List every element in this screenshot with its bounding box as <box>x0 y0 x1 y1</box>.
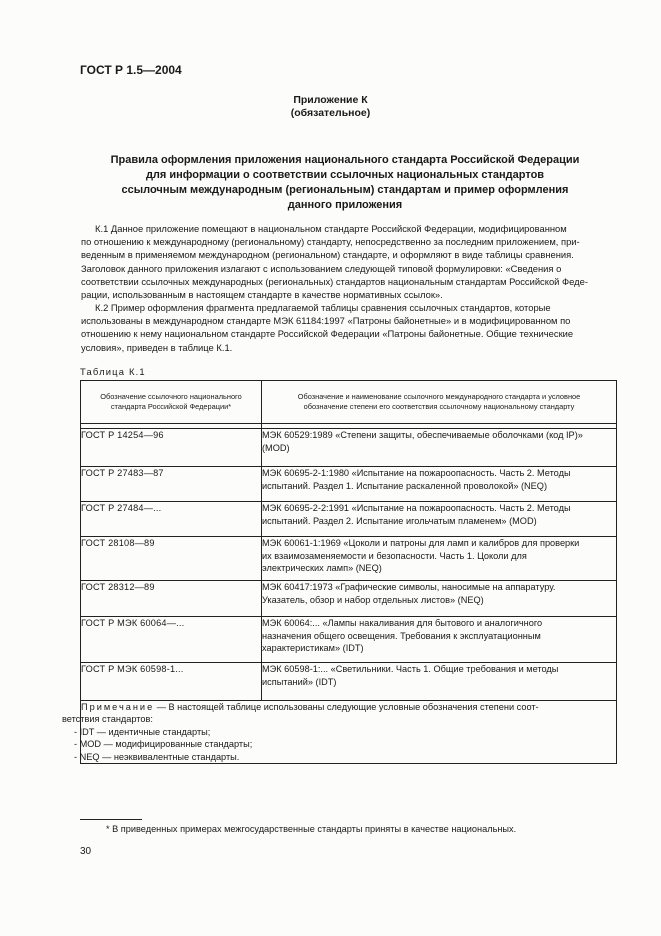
table-caption: Таблица К.1 <box>80 366 146 377</box>
national-standard-cell: ГОСТ Р 27483—87 <box>81 467 262 502</box>
note-text: ветствия стандартов: <box>62 714 153 725</box>
paragraph-k1 <box>81 222 616 301</box>
national-standard-cell: ГОСТ Р 14254—96 <box>81 429 262 467</box>
table-header-row <box>81 381 617 424</box>
footnote: * В приведенных примерах межгосударственные стандарты приняты в качестве национальных. <box>106 824 517 834</box>
international-standard-cell: МЭК 60695-2-1:1980 «Испытание на пожароопасность. Часть 2. Методы испытаний. Раздел 1. Испытание раскаленной проволокой» (NEQ) <box>262 467 617 502</box>
main-title-line: для информации о соответствии ссылочных национальных стандартов <box>145 169 545 181</box>
table-row <box>81 467 617 502</box>
page-number: 30 <box>80 846 92 857</box>
main-title-line: Правила оформления приложения национального стандарта Российской Федерации <box>110 154 580 166</box>
national-standard-cell: ГОСТ 28312—89 <box>81 581 262 617</box>
paragraph-line: условия», приведен в таблице К.1. <box>81 341 233 353</box>
international-standard-cell: МЭК 60417:1973 «Графические символы, наносимые на аппаратуру. Указатель, обзор и набор отдельных листов» (NEQ) <box>262 581 617 617</box>
national-standard-cell: ГОСТ 28108—89 <box>81 537 262 581</box>
header-international-standard: Обозначение и наименование ссылочного международного стандарта и условное обозначение степени его соответствия ссылочному национальному стандарту <box>262 381 617 424</box>
main-title-line: ссылочным международным (региональным) стандартам и пример оформления <box>121 184 569 196</box>
paragraph-k2 <box>81 301 616 354</box>
table-row <box>81 502 617 537</box>
table-row <box>81 429 617 467</box>
national-standard-cell: ГОСТ Р 27484—... <box>81 502 262 537</box>
international-standard-cell: МЭК 60061-1:1969 «Цоколи и патроны для ламп и калибров для проверки их взаимозаменяемости и безопасности. Часть 1. Цоколи для электрических ламп» (NEQ) <box>262 537 617 581</box>
paragraph-line: веденным в применяемом международном (региональном) стандарте, и оформляют в виде таблицы сравнения. <box>81 249 574 261</box>
annex-heading <box>0 94 661 120</box>
annex-status: (обязательное) <box>290 107 371 119</box>
table-row <box>81 617 617 663</box>
international-standard-cell: МЭК 60064:... «Лампы накаливания для бытового и аналогичного назначения общего освещения. Требования к эксплуатационным характеристикам» (IDT) <box>262 617 617 663</box>
main-title-line: данного приложения <box>287 199 403 211</box>
international-standard-cell: МЭК 60598-1:... «Светильники. Часть 1. Общие требования и методы испытаний» (IDT) <box>262 663 617 701</box>
paragraph-line: использованы в международном стандарте МЭК 61184:1997 «Патроны байонетные» и в модифицированном по <box>81 315 571 327</box>
annex-title: Приложение К <box>293 94 368 106</box>
header-national-standard: Обозначение ссылочного национального стандарта Российской Федерации* <box>81 381 262 424</box>
paragraph-line: Заголовок данного приложения излагают с использованием следующей типовой формулировки: «Сведения о <box>81 262 562 274</box>
paragraph-line: К.1 Данное приложение помещают в национальном стандарте Российской Федерации, модифицированном <box>95 223 567 234</box>
international-standard-cell: МЭК 60695-2-2:1991 «Испытание на пожароопасность. Часть 2. Методы испытаний. Раздел 2. Испытание игольчатым пламенем» (MOD) <box>262 502 617 537</box>
paragraph-line: рации, использованным в настоящем стандарте в качестве нормативных ссылок». <box>81 289 443 301</box>
paragraph-line: К.2 Пример оформления фрагмента предлагаемой таблицы сравнения ссылочных стандартов, которые <box>95 302 551 313</box>
table-row <box>81 537 617 581</box>
note-item: - IDT — идентичные стандарты; <box>74 726 211 737</box>
table-note <box>62 701 617 764</box>
international-standard-cell: МЭК 60529:1989 «Степени защиты, обеспечиваемые оболочками (код IP)» (MOD) <box>262 429 617 467</box>
note-item: - NEQ — неэквивалентные стандарты. <box>74 751 240 762</box>
standards-comparison-table <box>62 380 617 764</box>
footnote-separator <box>80 819 142 820</box>
paragraph-line: по отношению к международному (региональному) стандарту, непосредственно за последним приложением, при- <box>81 236 580 248</box>
national-standard-cell: ГОСТ Р МЭК 60064—... <box>81 617 262 663</box>
paragraph-line: соответствии ссылочных международных (региональных) стандартов национальным стандартам Российской Феде- <box>81 275 588 287</box>
table-note-row <box>81 701 617 764</box>
document-code: ГОСТ Р 1.5—2004 <box>80 63 182 77</box>
national-standard-cell: ГОСТ Р МЭК 60598-1... <box>81 663 262 701</box>
paragraph-line: отношению к нему национальном стандарте Российской Федерации «Патроны байонетные. Общие технические <box>81 328 574 340</box>
note-item: - MOD — модифицированные стандарты; <box>74 739 253 750</box>
table-row <box>81 663 617 701</box>
table-row <box>81 581 617 617</box>
annex-main-title <box>95 153 595 213</box>
note-label: Примечание <box>81 702 155 712</box>
note-text: — В настоящей таблице использованы следующие условные обозначения степени соот- <box>154 702 539 712</box>
